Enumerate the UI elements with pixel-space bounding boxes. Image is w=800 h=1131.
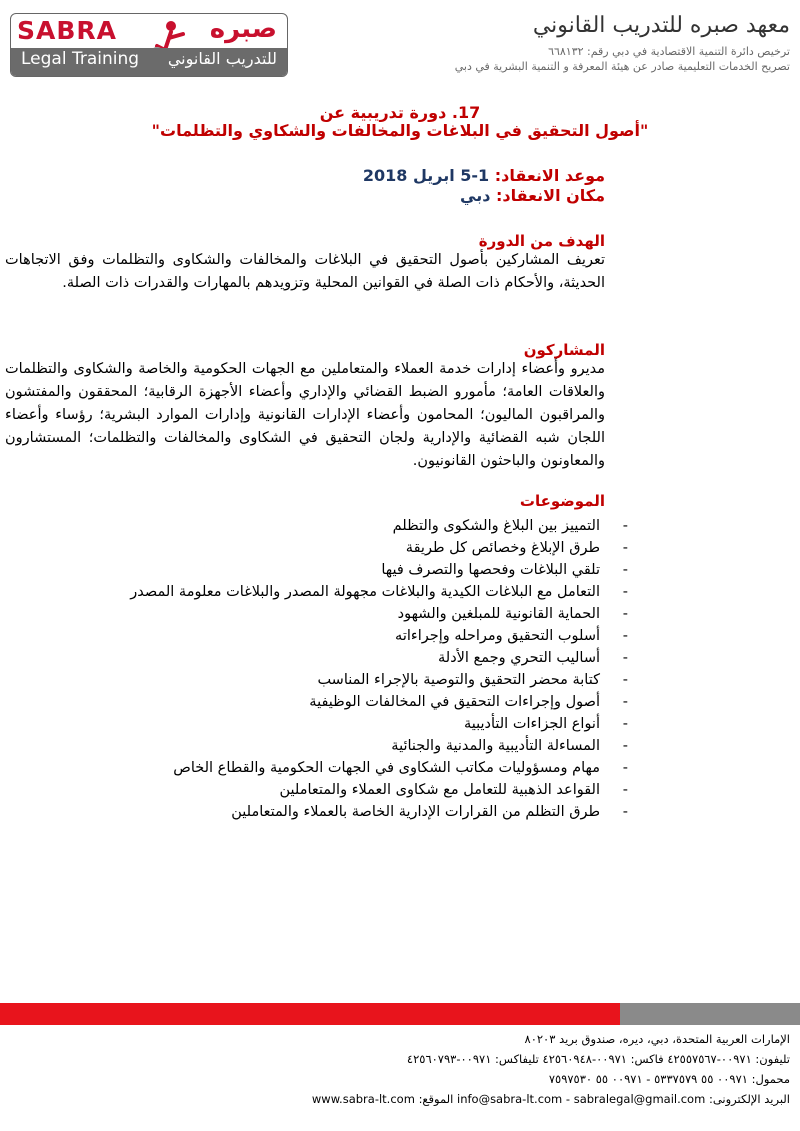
list-item: - أنواع الجزاءات التأديبية (70, 713, 630, 735)
topics-list (70, 515, 630, 823)
footer-divider (0, 1003, 800, 1025)
footer-bar-grey (620, 1003, 800, 1025)
topics-heading: الموضوعات (519, 492, 605, 510)
list-item: - المساءلة التأديبية والمدنية والجنائية (70, 735, 630, 757)
footer-phones: تليفون: ٠٠٩٧١-٤٢٥٥٧٥٦٧ فاكس: ٠٠٩٧١-٤٢٥٦٠٩٤٨ تليفاكس: ٠٠٩٧١-٤٢٥٦٠٧٩٣ (406, 1052, 790, 1066)
course-place (460, 186, 605, 205)
institute-name: معهد صبره للتدريب القانوني (532, 13, 790, 38)
course-number-title: 17. دورة تدريبية عن (319, 103, 481, 122)
list-item: - طرق التظلم من القرارات الإدارية الخاصة بالعملاء والمتعاملين (70, 801, 630, 823)
objective-text: تعريف المشاركين بأصول التحقيق في البلاغات والمخالفات والشكاوى والتظلمات وفق الاتجاهات الحديثة، والأحكام ذات الصلة في القوانين المحلية وتزويدهم بالمهارات والقدرات ذات الصلة. (5, 252, 605, 291)
logo-brand: SABRA (17, 16, 118, 45)
list-item: - التمييز بين البلاغ والشكوى والتظلم (70, 515, 630, 537)
letterhead (0, 10, 800, 72)
list-item: - أسلوب التحقيق ومراحله وإجراءاته (70, 625, 630, 647)
logo-subtitle-arabic: للتدريب القانوني (167, 49, 277, 68)
list-item: - تلقي البلاغات وفحصها والتصرف فيها (70, 559, 630, 581)
list-item: - أصول وإجراءات التحقيق في المخالفات الوظيفية (70, 691, 630, 713)
website-label: الموقع: (418, 1092, 454, 1106)
email-label: البريد الإلكترونى: (708, 1092, 790, 1106)
participants-heading: المشاركون (523, 341, 605, 359)
permit-line: تصريح الخدمات التعليمية صادر عن هيئة المعرفة و التنمية البشرية في دبي (454, 60, 790, 73)
email-addresses[interactable]: info@sabra-lt.com - sabralegal@gmail.com (457, 1092, 706, 1106)
date-value: 1-5 ابريل 2018 (362, 166, 490, 185)
place-label: مكان الانعقاد: (495, 186, 605, 205)
list-item: - طرق الإبلاغ وخصائص كل طريقة (70, 537, 630, 559)
objective-heading: الهدف من الدورة (478, 232, 605, 250)
course-title: "أصول التحقيق في البلاغات والمخالفات والشكاوي والتظلمات" (151, 121, 649, 140)
logo-brand-arabic: صبره (209, 14, 277, 44)
list-item: - الحماية القانونية للمبلغين والشهود (70, 603, 630, 625)
place-value: دبي (460, 186, 491, 205)
website-link[interactable]: www.sabra-lt.com (311, 1092, 415, 1106)
footer-address: الإمارات العربية المتحدة، دبي، ديره، صندوق بريد ٨٠٢٠٣ (524, 1032, 790, 1046)
license-line: ترخيص دائرة التنمية الاقتصادية في دبي رقم: ٦٦٨١٣٢ (548, 45, 790, 58)
list-item: - مهام ومسؤوليات مكاتب الشكاوى في الجهات الحكومية والقطاع الخاص (70, 757, 630, 779)
footer-mobiles: محمول: ٠٠٩٧١ ٥٥ ٥٣٣٧٥٧٩ - ٠٠٩٧١ ٥٥ ٧٥٩٧٥٣٠ (548, 1072, 790, 1086)
course-date (363, 166, 605, 185)
list-item: - التعامل مع البلاغات الكيدية والبلاغات مجهولة المصدر والبلاغات معلومة المصدر (70, 581, 630, 603)
list-item: - القواعد الذهبية للتعامل مع شكاوى العملاء والمتعاملين (70, 779, 630, 801)
participants-text: مديرو وأعضاء إدارات خدمة العملاء والمتعاملين مع الجهات الحكومية والخاصة والشكاوى والتظلمات والعلاقات العامة؛ مأمورو الضبط القضائي والإداري وأعضاء الأجهزة الرقابية؛ المحققون والمفتشون والمراقبون الماليون؛ المحامون وأعضاء الإدارات القانونية وإدارات الموارد البشرية؛ رؤساء وأعضاء اللجان شبه القضائية والإدارية ولجان التحقيق في الشكاوى والمخالفات والتظلمات؛ المستشارون والمعاونون والباحثون القانونيون. (5, 361, 605, 469)
list-item: - أساليب التحري وجمع الأدلة (70, 647, 630, 669)
footer-contacts (312, 1092, 790, 1106)
logo (10, 13, 288, 77)
list-item: - كتابة محضر التحقيق والتوصية بالإجراء المناسب (70, 669, 630, 691)
date-label: موعد الانعقاد: (494, 166, 605, 185)
logo-subtitle: Legal Training (21, 49, 140, 69)
footer-bar-red (0, 1003, 620, 1025)
